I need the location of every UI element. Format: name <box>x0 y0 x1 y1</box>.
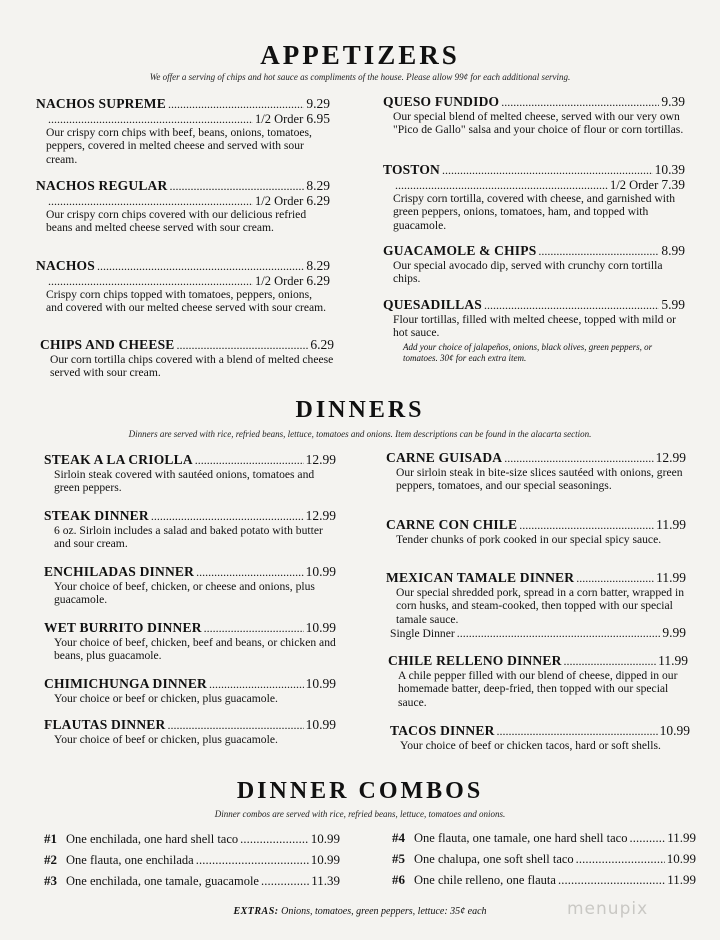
item-name: MEXICAN TAMALE DINNER <box>386 570 575 585</box>
item-description: Our special avocado dip, served with crunchy corn tortilla chips. <box>393 259 663 286</box>
item-description: Your choice of beef or chicken, plus guacamole. <box>54 733 278 746</box>
combo-item <box>392 830 696 846</box>
item-price: 10.99 <box>305 564 336 579</box>
item-description: Our crispy corn chips covered with our delicious refried beans and melted cheese served with sour cream. <box>46 208 307 235</box>
menu-item <box>44 676 336 705</box>
item-description: A chile pepper filled with our blend of cheese, dipped in our homemade batter, deep-fried, then topped with our special sauce. <box>398 669 678 709</box>
item-price: 10.99 <box>305 676 336 691</box>
item-name: TOSTON <box>383 162 440 177</box>
dinners-note: Dinners are served with rice, refried beans, lettuce, tomatoes and onions. Item descriptions can be found in the alacarta section. <box>128 429 592 439</box>
item-sub-price: 6.29 <box>306 273 330 288</box>
menu-item <box>36 96 330 166</box>
menu-item <box>386 570 686 641</box>
combo-number: #6 <box>392 872 405 887</box>
item-price: 11.99 <box>656 517 686 532</box>
item-price: 8.29 <box>306 258 330 273</box>
item-name: NACHOS <box>36 258 95 273</box>
item-price: 10.99 <box>305 717 336 732</box>
item-price: 10.39 <box>654 162 685 177</box>
item-price: 5.99 <box>661 297 685 312</box>
combo-price: 11.99 <box>667 830 696 845</box>
menu-item <box>383 297 685 365</box>
item-price: 10.99 <box>659 723 690 738</box>
item-name: FLAUTAS DINNER <box>44 717 166 732</box>
menu-item <box>44 508 336 551</box>
item-sub-price: 6.95 <box>306 111 330 126</box>
item-description: Tender chunks of pork cooked in our special spicy sauce. <box>396 533 662 546</box>
dinners-title: DINNERS <box>295 397 425 423</box>
item-description: 6 oz. Sirloin includes a salad and baked potato with butter and sour cream. <box>54 524 323 551</box>
item-description: Our special blend of melted cheese, served with our very own "Pico de Gallo" salsa and your choice of flour or corn tortillas. <box>393 110 684 137</box>
item-name: ENCHILADAS DINNER <box>44 564 195 579</box>
item-name: CHIPS AND CHEESE <box>40 337 175 352</box>
item-price: 9.29 <box>306 96 330 111</box>
item-note: Add your choice of jalapeños, onions, black olives, green peppers, or tomatoes. 30¢ for each extra item. <box>403 341 653 364</box>
combo-number: #2 <box>44 852 57 867</box>
item-sub-price: 9.99 <box>662 625 686 641</box>
combo-item <box>44 873 340 889</box>
combo-item <box>392 851 696 867</box>
menu-item <box>36 258 330 315</box>
combo-number: #5 <box>392 851 405 866</box>
item-description: Crispy corn tortilla, covered with cheese, and garnished with green peppers, onions, tomatoes, ham, and topped with guacamole. <box>393 192 676 232</box>
item-sub-label: 1/2 Order <box>610 178 659 192</box>
item-price: 8.99 <box>661 243 685 258</box>
item-name: CHIMICHUNGA DINNER <box>44 676 207 691</box>
combo-price: 10.99 <box>666 851 696 866</box>
item-price: 12.99 <box>305 452 336 467</box>
combos-title: DINNER COMBOS <box>236 778 484 804</box>
combo-price: 11.99 <box>667 872 696 887</box>
menu-item <box>386 450 686 493</box>
combos-note: Dinner combos are served with rice, refried beans, lettuce, tomatoes and onions. <box>214 809 506 819</box>
menu-item <box>383 162 685 232</box>
combo-text: One chalupa, one soft shell taco <box>414 852 574 866</box>
menu-item <box>44 564 336 607</box>
item-description: Our corn tortilla chips covered with a blend of melted cheese served with sour cream. <box>50 353 334 380</box>
combo-text: One flauta, one enchilada <box>66 853 194 867</box>
item-name: STEAK DINNER <box>44 508 149 523</box>
item-name: WET BURRITO DINNER <box>44 620 202 635</box>
menu-item <box>44 620 336 663</box>
item-description: Our special shredded pork, spread in a corn batter, wrapped in corn husks, and steam-cooked, then topped with our special tamale sauce. <box>396 586 684 626</box>
item-sub-price: 6.29 <box>306 193 330 208</box>
item-name: CARNE CON CHILE <box>386 517 518 532</box>
item-name: CARNE GUISADA <box>386 450 503 465</box>
item-description: Your choice of beef or chicken tacos, hard or soft shells. <box>400 739 661 752</box>
item-name: CHILE RELLENO DINNER <box>388 653 562 668</box>
item-price: 11.99 <box>656 570 686 585</box>
item-sub-label: 1/2 Order <box>255 194 304 208</box>
item-name: QUESADILLAS <box>383 297 482 312</box>
item-description: Our sirloin steak in bite-size slices sautéed with onions, green peppers, tomatoes, and our special seasonings. <box>396 466 683 493</box>
combo-price: 11.39 <box>311 873 340 888</box>
item-price: 8.29 <box>306 178 330 193</box>
menu-item <box>383 243 685 286</box>
item-description: Flour tortillas, filled with melted cheese, topped with mild or hot sauce. <box>393 313 677 340</box>
menu-item <box>36 178 330 235</box>
item-sub-label: Single Dinner <box>390 627 455 641</box>
combo-number: #3 <box>44 873 57 888</box>
item-name: QUESO FUNDIDO <box>383 94 500 109</box>
watermark-logo: menupix <box>567 899 649 919</box>
item-sub-label: 1/2 Order <box>255 112 304 126</box>
item-price: 10.99 <box>305 620 336 635</box>
menu-item <box>44 717 336 746</box>
combo-item <box>44 831 340 847</box>
item-name: STEAK A LA CRIOLLA <box>44 452 193 467</box>
menu-item <box>44 452 336 495</box>
item-description: Your choice of beef, chicken, beef and beans, or chicken and beans, plus guacamole. <box>54 636 336 663</box>
item-price: 12.99 <box>305 508 336 523</box>
item-price: 11.99 <box>658 653 688 668</box>
combo-text: One chile relleno, one flauta <box>414 873 556 887</box>
menu-item <box>40 337 334 380</box>
item-sub-label: 1/2 Order <box>255 274 304 288</box>
combo-item <box>44 852 340 868</box>
item-price: 6.29 <box>310 337 334 352</box>
menu-item <box>388 653 688 709</box>
extras-text: Onions, tomatoes, green peppers, lettuce: 35¢ each <box>281 906 487 917</box>
item-description: Your choice of beef, chicken, or cheese and onions, plus guacamole. <box>54 580 315 607</box>
item-description: Crispy corn chips topped with tomatoes, peppers, onions, and covered with our melted cheese served with sour cream. <box>46 288 327 315</box>
appetizers-note: We offer a serving of chips and hot sauce as compliments of the house. Please allow 99¢ for each additional serving. <box>149 72 571 82</box>
combo-item <box>392 872 696 888</box>
combo-price: 10.99 <box>310 852 340 867</box>
item-description: Your choice or beef or chicken, plus guacamole. <box>54 692 278 705</box>
item-price: 9.39 <box>661 94 685 109</box>
extras-label: EXTRAS: <box>233 906 279 917</box>
menu-item <box>386 517 686 546</box>
item-name: TACOS DINNER <box>390 723 495 738</box>
item-name: GUACAMOLE & CHIPS <box>383 243 537 258</box>
item-description: Our crispy corn chips with beef, beans, onions, tomatoes, peppers, covered in melted cheese and served with sour cream. <box>46 126 312 166</box>
item-sub-price: 7.39 <box>661 177 685 192</box>
combo-price: 10.99 <box>310 831 340 846</box>
combo-number: #4 <box>392 830 405 845</box>
item-price: 12.99 <box>655 450 686 465</box>
menu-item <box>390 723 690 752</box>
combo-number: #1 <box>44 831 57 846</box>
appetizers-title: APPETIZERS <box>260 40 460 70</box>
item-name: NACHOS SUPREME <box>36 96 166 111</box>
menu-item <box>383 94 685 137</box>
combo-text: One enchilada, one tamale, guacamole <box>66 874 259 888</box>
item-description: Sirloin steak covered with sautéed onions, tomatoes and green peppers. <box>54 468 315 495</box>
combo-text: One flauta, one tamale, one hard shell taco <box>414 831 628 845</box>
item-name: NACHOS REGULAR <box>36 178 168 193</box>
combo-text: One enchilada, one hard shell taco <box>66 832 239 846</box>
